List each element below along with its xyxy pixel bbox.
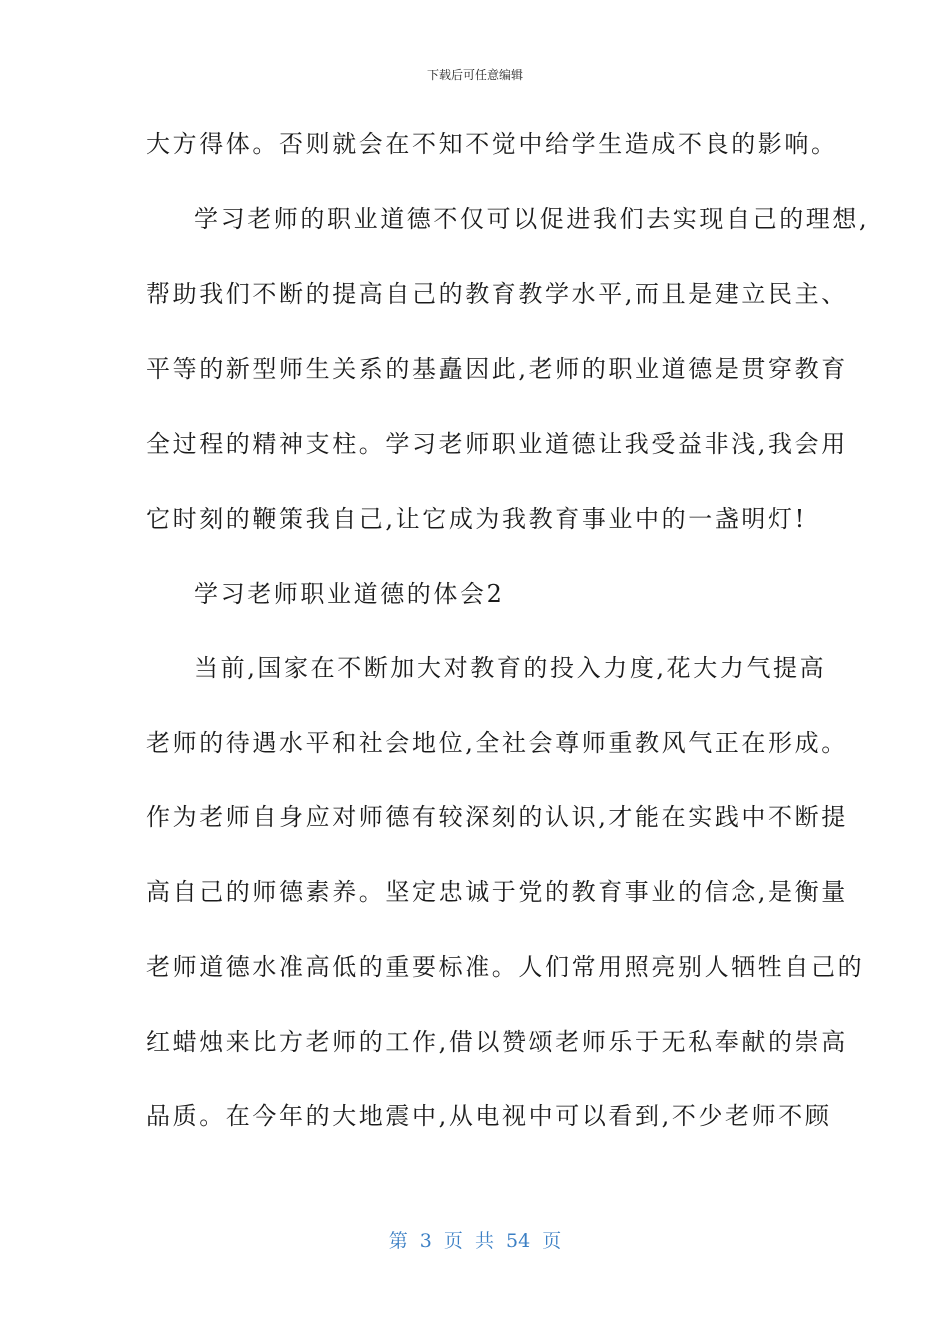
body-line: 高自己的师德素养。坚定忠诚于党的教育事业的信念,是衡量	[146, 878, 848, 906]
body-line: 老师道德水准高低的重要标准。人们常用照亮别人牺牲自己的	[146, 953, 865, 981]
body-line: 全过程的精神支柱。学习老师职业道德让我受益非浅,我会用	[146, 430, 848, 458]
body-line: 它时刻的鞭策我自己,让它成为我教育事业中的一盏明灯!	[146, 505, 807, 533]
body-line: 当前,国家在不断加大对教育的投入力度,花大力气提高	[194, 654, 827, 682]
body-line: 红蜡烛来比方老师的工作,借以赞颂老师乐于无私奉献的崇高	[146, 1028, 848, 1056]
body-line: 老师的待遇水平和社会地位,全社会尊师重教风气正在形成。	[146, 729, 848, 757]
page-number-footer: 第 3 页 共 54 页	[388, 1230, 562, 1252]
body-line: 平等的新型师生关系的基矗因此,老师的职业道德是贯穿教育	[146, 355, 848, 383]
section-heading: 学习老师职业道德的体会2	[194, 580, 505, 608]
header-note: 下载后可任意编辑	[426, 68, 523, 82]
body-line: 作为老师自身应对师德有较深刻的认识,才能在实践中不断提	[146, 803, 848, 831]
body-line: 品质。在今年的大地震中,从电视中可以看到,不少老师不顾	[146, 1102, 832, 1130]
body-line: 学习老师的职业道德不仅可以促进我们去实现自己的理想,	[194, 205, 870, 233]
body-line: 帮助我们不断的提高自己的教育教学水平,而且是建立民主、	[146, 280, 848, 308]
body-line: 大方得体。否则就会在不知不觉中给学生造成不良的影响。	[146, 130, 838, 158]
